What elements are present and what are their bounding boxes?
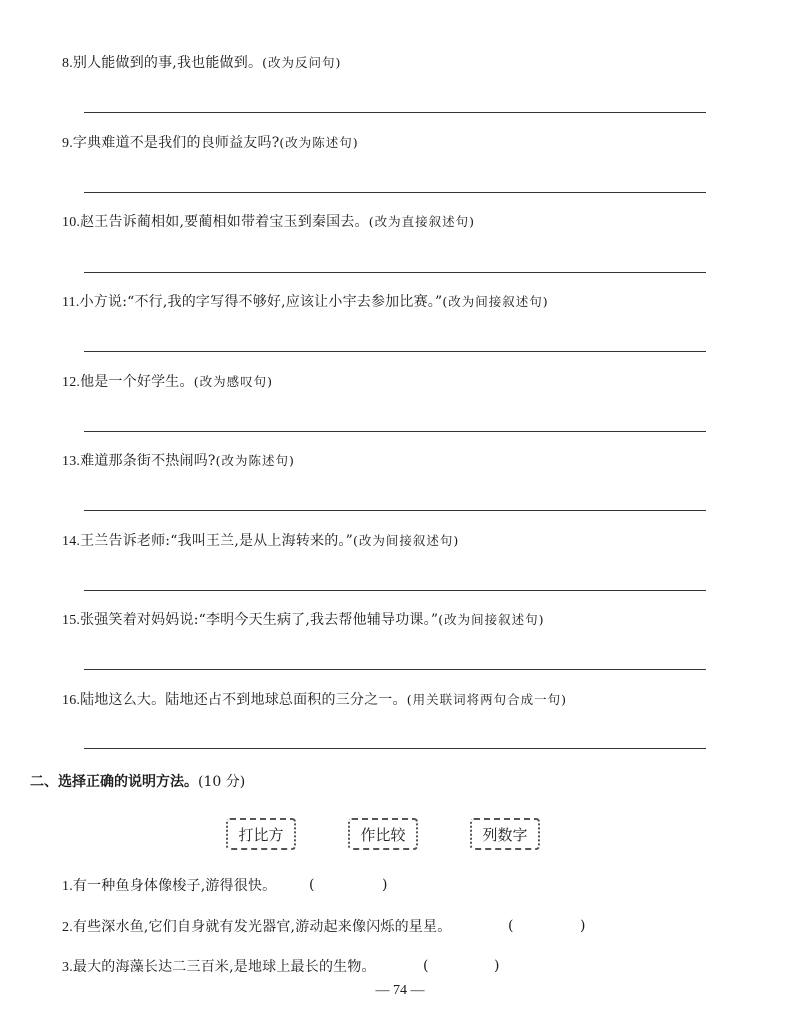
- question-sentence: 陆地这么大。陆地还占不到地球总面积的三分之一。: [80, 692, 407, 708]
- answer-close-paren: ): [382, 877, 388, 893]
- option-label: 打比方: [238, 825, 284, 844]
- question-instruction: (改为间接叙述句): [442, 294, 549, 309]
- answer-line[interactable]: [84, 748, 706, 749]
- question-sentence: 王兰告诉老师:“我叫王兰,是从上海转来的。”: [80, 533, 353, 549]
- question-9: [62, 134, 359, 153]
- question-12: [62, 373, 273, 392]
- question-sentence: 小方说:“不行,我的字写得不够好,应该让小宇去参加比赛。”: [79, 294, 443, 310]
- item-number: 3.: [62, 960, 73, 975]
- question-11: [62, 293, 549, 312]
- option-box-analogy: [226, 818, 296, 850]
- question-14: [62, 532, 459, 551]
- question-16: [62, 691, 567, 710]
- question-13: [62, 452, 295, 471]
- answer-close-paren: ): [580, 918, 586, 934]
- question-number: 16.: [62, 693, 81, 708]
- answer-open-paren: (: [309, 877, 315, 893]
- question-15: [62, 611, 544, 630]
- option-box-numbers: [470, 818, 540, 850]
- item-number: 1.: [62, 879, 73, 894]
- question-sentence: 赵王告诉蔺相如,要蔺相如带着宝玉到秦国去。: [80, 214, 369, 230]
- section-title: [30, 771, 245, 791]
- question-10: [62, 213, 475, 232]
- page-number: — 74 —: [375, 983, 425, 998]
- question-instruction: (改为陈述句): [279, 135, 359, 150]
- answer-line[interactable]: [84, 192, 706, 193]
- section-score: (10 分): [198, 774, 246, 790]
- question-8: [62, 54, 341, 73]
- question-number: 14.: [62, 534, 81, 549]
- answer-open-paren: (: [423, 958, 429, 974]
- choice-item-2: [62, 918, 451, 937]
- answer-line[interactable]: [84, 590, 706, 591]
- answer-line[interactable]: [84, 669, 706, 670]
- item-sentence: 有些深水鱼,它们自身就有发光器官,游动起来像闪烁的星星。: [72, 919, 452, 935]
- answer-close-paren: ): [494, 958, 500, 974]
- question-number: 9.: [62, 136, 73, 151]
- question-instruction: (改为间接叙述句): [353, 533, 460, 548]
- answer-open-paren: (: [508, 918, 514, 934]
- question-sentence: 字典难道不是我们的良师益友吗?: [72, 135, 280, 151]
- item-sentence: 最大的海藻长达二三百米,是地球上最长的生物。: [72, 959, 376, 975]
- question-sentence: 别人能做到的事,我也能做到。: [72, 55, 263, 71]
- option-box-comparison: [348, 818, 418, 850]
- choice-item-3: [62, 958, 376, 977]
- question-number: 12.: [62, 375, 81, 390]
- question-instruction: (改为间接叙述句): [438, 612, 545, 627]
- choice-item-1: [62, 877, 276, 896]
- question-sentence: 难道那条街不热闹吗?: [80, 453, 216, 469]
- question-sentence: 他是一个好学生。: [80, 374, 194, 390]
- option-label: 作比较: [360, 825, 406, 844]
- question-instruction: (改为直接叙述句): [368, 214, 476, 229]
- question-instruction: (用关联词将两句合成一句): [406, 692, 567, 707]
- answer-line[interactable]: [84, 112, 706, 113]
- answer-line[interactable]: [84, 431, 706, 432]
- answer-line[interactable]: [84, 510, 706, 511]
- question-number: 13.: [62, 454, 81, 469]
- question-instruction: (改为陈述句): [215, 453, 295, 468]
- question-number: 15.: [62, 613, 81, 628]
- option-label: 列数字: [482, 825, 528, 844]
- question-number: 10.: [62, 215, 81, 230]
- question-instruction: (改为反问句): [262, 55, 342, 70]
- item-sentence: 有一种鱼身体像梭子,游得很快。: [72, 878, 277, 894]
- answer-line[interactable]: [84, 272, 706, 273]
- question-sentence: 张强笑着对妈妈说:“李明今天生病了,我去帮他辅导功课。”: [80, 612, 439, 628]
- question-number: 8.: [62, 56, 73, 71]
- question-number: 11.: [62, 295, 80, 310]
- question-instruction: (改为感叹句): [193, 374, 273, 389]
- answer-line[interactable]: [84, 351, 706, 352]
- item-number: 2.: [62, 920, 73, 935]
- section-heading: 二、选择正确的说明方法。: [30, 774, 198, 790]
